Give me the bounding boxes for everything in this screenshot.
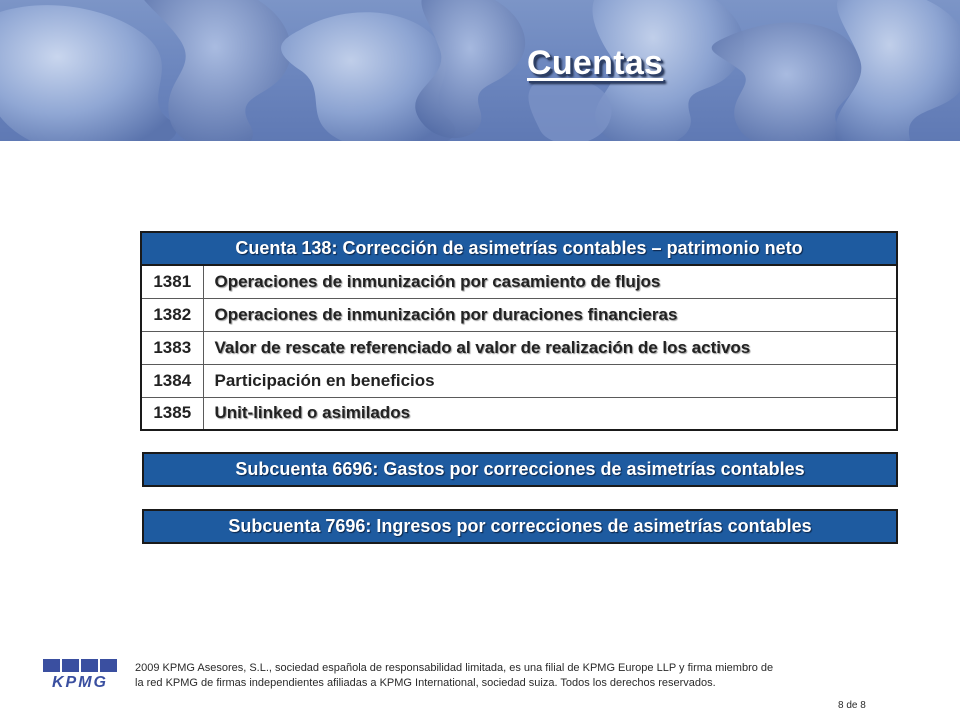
account-description: Unit-linked o asimilados <box>203 397 897 430</box>
header-banner <box>0 0 960 141</box>
table-row <box>141 397 897 430</box>
account-code: 1382 <box>141 298 203 331</box>
account-code: 1384 <box>141 364 203 397</box>
copyright-line-2: la red KPMG de firmas independientes afiliadas a KPMG International, sociedad suiza. Todos los derechos reservados. <box>135 677 716 689</box>
table-header: Cuenta 138: Corrección de asimetrías contables – patrimonio neto <box>141 232 897 265</box>
account-code: 1383 <box>141 331 203 364</box>
copyright-notice <box>135 661 915 691</box>
kpmg-logo-text: KPMG <box>52 674 108 689</box>
subcuenta-6696-box: Subcuenta 6696: Gastos por correcciones de asimetrías contables <box>142 452 898 487</box>
table-row <box>141 298 897 331</box>
subcuenta-7696-box: Subcuenta 7696: Ingresos por correcciones de asimetrías contables <box>142 509 898 544</box>
table-row <box>141 331 897 364</box>
slide-title: Cuentas <box>527 44 664 82</box>
account-description: Operaciones de inmunización por duraciones financieras <box>203 298 897 331</box>
puzzle-background-image <box>0 0 960 141</box>
copyright-line-1: 2009 KPMG Asesores, S.L., sociedad española de responsabilidad limitada, es una filial de KPMG Europe LLP y firma miembro de <box>135 662 774 674</box>
table-header-row <box>141 232 897 265</box>
account-description: Operaciones de inmunización por casamiento de flujos <box>203 265 897 298</box>
table-row <box>141 364 897 397</box>
table-row <box>141 265 897 298</box>
account-description: Valor de rescate referenciado al valor de realización de los activos <box>203 331 897 364</box>
account-code: 1385 <box>141 397 203 430</box>
account-code: 1381 <box>141 265 203 298</box>
page-number: 8 de 8 <box>838 700 866 711</box>
account-description: Participación en beneficios <box>203 364 897 397</box>
kpmg-logo <box>41 659 119 689</box>
cuenta-138-table <box>140 231 898 431</box>
